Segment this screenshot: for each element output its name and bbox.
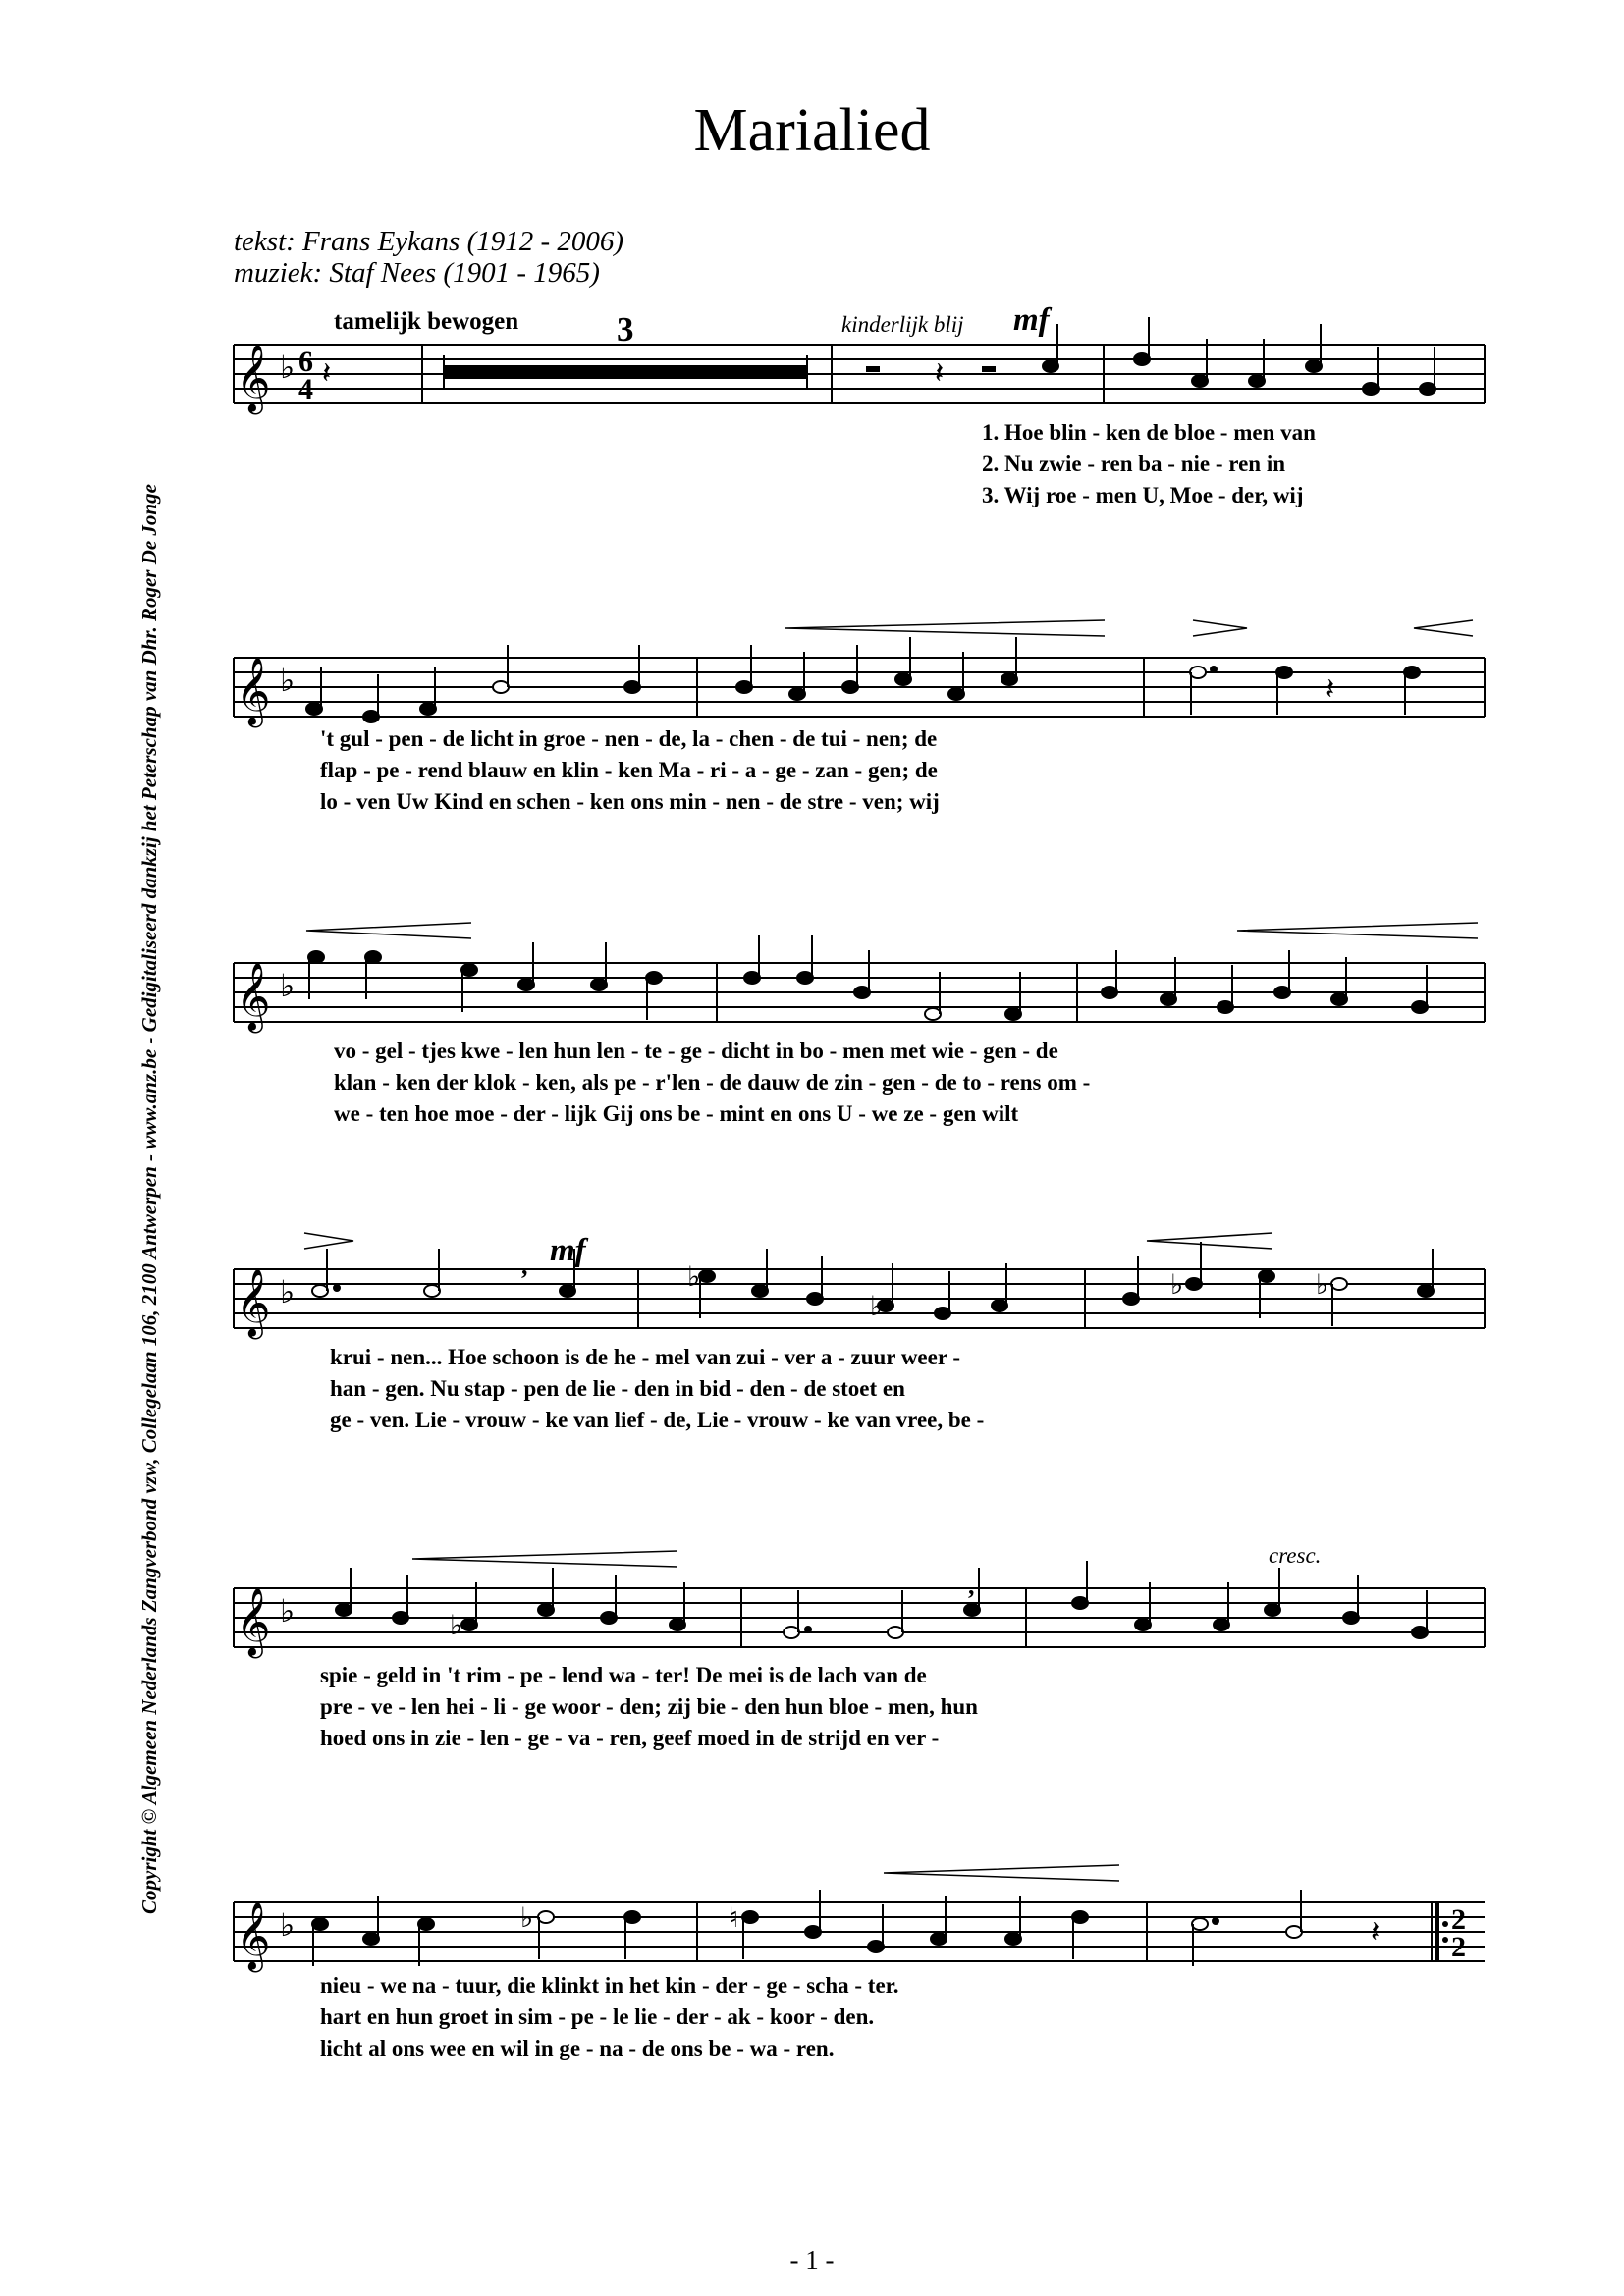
lyric-line-verse-3: we - ten hoe moe - der - lijk Gij ons be - mint en ons U - we ze - gen wilt — [334, 1101, 1019, 1126]
lyric-line-verse-1: nieu - we na - tuur, die klinkt in het kin - der - ge - scha - ter. — [320, 1973, 899, 1998]
copyright-notice: Copyright © Algemeen Nederlands Zangverbond vzw, Collegelaan 106, 2100 Antwerpen - www.anz.be - Gedigitaliseerd dankzij het Peterschap van Dhr. Roger De Jonge — [137, 484, 161, 1914]
flat-key-icon: ♭ — [280, 662, 296, 699]
lyric-line-verse-3: licht al ons wee en wil in ge - na - de ons be - wa - ren. — [320, 2036, 835, 2060]
dynamic-marking: mf — [1013, 302, 1050, 338]
final-time-sig-bottom: 2 — [1451, 1931, 1466, 1963]
final-time-sig-top: 2 — [1451, 1903, 1466, 1936]
lyric-line-verse-2: pre - ve - len hei - li - ge woor - den; zij bie - den hun bloe - men, hun — [320, 1694, 978, 1719]
dynamic-marking: mf — [550, 1233, 586, 1268]
hairpins — [884, 1865, 1119, 1881]
lyric-line-verse-1: vo - gel - tjes kwe - len hun len - te - ge - dicht in bo - men met wie - gen - de — [334, 1039, 1058, 1063]
quarter-rest-icon: 𝄽 — [1371, 1915, 1380, 1949]
lyric-line-verse-1: 't gul - pen - de licht in groe - nen - de, la - chen - de tui - nen; de — [320, 726, 938, 751]
lyric-line-verse-3: lo - ven Uw Kind en schen - ken ons min - nen - de stre - ven; wij — [320, 789, 940, 814]
flat-key-icon: ♭ — [280, 967, 296, 1004]
lyric-line-verse-2: flap - pe - rend blauw en klin - ken Ma - ri - a - ge - zan - gen; de — [320, 758, 938, 782]
flat-key-icon: ♭ — [280, 1273, 296, 1310]
composer-credit: muziek: Staf Nees (1901 - 1965) — [234, 257, 600, 289]
lyric-line-verse-1: 1. Hoe blin - ken de bloe - men van — [982, 420, 1316, 445]
treble-clef-icon: 𝄞 — [236, 1901, 271, 1970]
lyric-line-verse-1: krui - nen... Hoe schoon is de he - mel van zui - ver a - zuur weer - — [330, 1345, 961, 1369]
lyricist-credit: tekst: Frans Eykans (1912 - 2006) — [234, 226, 624, 257]
lyric-line-verse-3: 3. Wij roe - men U, Moe - der, wij — [982, 483, 1304, 507]
flat-accidental: ♭ — [520, 1901, 534, 1934]
treble-clef-icon: 𝄞 — [236, 1268, 271, 1337]
page-number: - 1 - — [789, 2245, 835, 2274]
lyric-line-verse-1: spie - geld in 't rim - pe - lend wa - ter! De mei is de lach van de — [320, 1663, 927, 1687]
time-sig-bottom: 4 — [298, 373, 313, 405]
tempo-marking: tamelijk bewogen — [334, 308, 519, 335]
treble-clef-icon: 𝄞 — [236, 657, 271, 725]
flat-key-icon: ♭ — [280, 1592, 296, 1629]
breath-mark: , — [968, 1572, 975, 1600]
svg-text:♭: ♭ — [1316, 1268, 1329, 1301]
lyric-line-verse-3: ge - ven. Lie - vrouw - ke van lief - de, Lie - vrouw - ke van vree, be - — [330, 1408, 985, 1432]
flat-key-icon: ♭ — [280, 1906, 296, 1944]
song-title: Marialied — [693, 97, 931, 164]
svg-text:♭: ♭ — [687, 1260, 701, 1293]
lyric-line-verse-2: klan - ken der klok - ken, als pe - r'len - de dauw de zin - gen - de to - rens om - — [334, 1070, 1091, 1095]
multirest-count: 3 — [617, 310, 634, 348]
quarter-rest-icon: 𝄽 — [1326, 672, 1335, 707]
quarter-rest-icon: 𝄽 — [935, 356, 945, 391]
svg-text:♭: ♭ — [1170, 1268, 1184, 1301]
lyric-line-verse-2: han - gen. Nu stap - pen de lie - den in bid - den - de stoet en — [330, 1376, 905, 1401]
treble-clef-icon: 𝄞 — [236, 962, 271, 1031]
cresc-marking: cresc. — [1269, 1543, 1322, 1568]
treble-clef-icon: 𝄞 — [236, 1587, 271, 1656]
time-sig-top: 6 — [298, 346, 313, 378]
flat-key-icon: ♭ — [280, 348, 296, 386]
quarter-rest-icon: 𝄽 — [322, 356, 332, 391]
natural-accidental: ♮ — [729, 1901, 739, 1934]
flat-accidental: ♭ — [450, 1609, 463, 1641]
breath-mark: , — [521, 1252, 528, 1280]
treble-clef-icon: 𝄞 — [236, 344, 271, 412]
expression-marking: kinderlijk blij — [841, 312, 964, 337]
lyric-line-verse-2: hart en hun groet in sim - pe - le lie - der - ak - koor - den. — [320, 2004, 875, 2029]
lyric-line-verse-2: 2. Nu zwie - ren ba - nie - ren in — [982, 452, 1285, 476]
svg-text:♭: ♭ — [870, 1290, 884, 1322]
lyric-line-verse-3: hoed ons in zie - len - ge - va - ren, geef moed in de strijd en ver - — [320, 1726, 940, 1750]
